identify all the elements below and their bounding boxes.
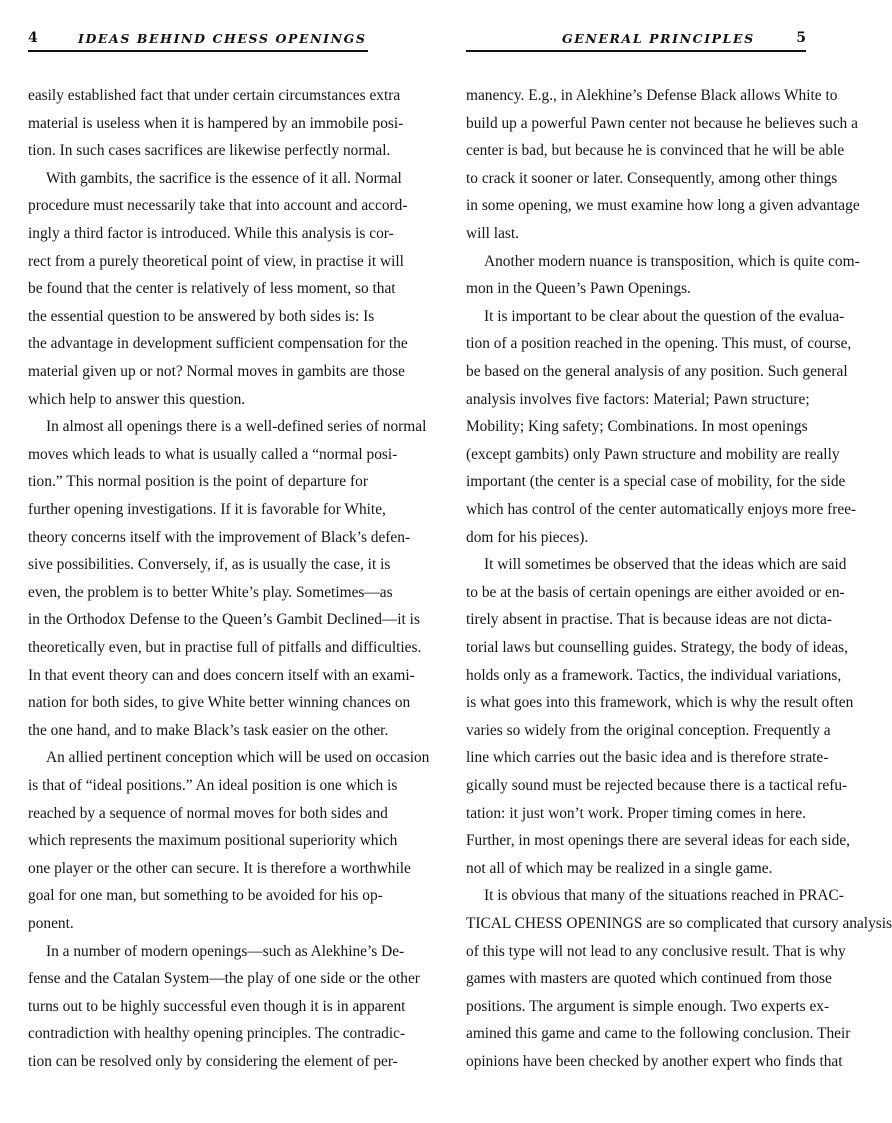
text-line: build up a powerful Pawn center not because he believes such a — [466, 114, 858, 132]
text-line: not all of which may be realized in a single game. — [466, 859, 773, 877]
text-line: In that event theory can and does concern itself with an exami- — [28, 666, 415, 684]
text-line: gically sound must be rejected because there is a tactical refu- — [466, 777, 848, 794]
text-line: even, the problem is to better White’s play. Sometimes—as — [28, 583, 393, 601]
text-line: goal for one man, but something to be avoided for his op- — [28, 887, 383, 905]
text-line: (except gambits) only Pawn structure and mobility are really — [466, 445, 840, 463]
text-line: tation: it just won’t work. Proper timing comes in here. — [466, 804, 806, 822]
text-line: which help to answer this question. — [28, 390, 246, 408]
text-line: further opening investigations. If it is favorable for White, — [28, 501, 386, 518]
text-line: which represents the maximum positional superiority which — [28, 832, 398, 850]
right-page-header — [466, 30, 806, 52]
text-line: material is useless when it is hampered by an immobile posi- — [28, 114, 404, 132]
text-line: opinions have been checked by another expert who finds that — [466, 1053, 843, 1070]
text-line: rect from a purely theoretical point of view, in practise it will — [28, 252, 404, 270]
text-line: to crack it sooner or later. Consequently, among other things — [466, 169, 838, 187]
text-line: In almost all openings there is a well-defined series of normal — [46, 418, 427, 436]
text-line: games with masters are quoted which continued from those — [466, 970, 832, 988]
text-line: TICAL CHESS OPENINGS are so complicated that cursory analysis — [466, 915, 892, 932]
text-line: line which carries out the basic idea and is therefore strate- — [466, 749, 829, 767]
running-head: GENERAL PRINCIPLES — [562, 31, 755, 46]
text-line: holds only as a framework. Tactics, the individual variations, — [466, 666, 842, 684]
text-line: of this type will not lead to any conclusive result. That is why — [466, 942, 846, 960]
text-line: With gambits, the sacrifice is the essence of it all. Normal — [46, 169, 402, 187]
text-line: theory concerns itself with the improvement of Black’s defen- — [28, 528, 411, 546]
text-line: An allied pertinent conception which will be used on occasion — [46, 749, 430, 767]
text-line: fense and the Catalan System—the play of one side or the other — [28, 970, 420, 988]
text-line: which has control of the center automatically enjoys more free- — [466, 501, 857, 518]
text-line: tion of a position reached in the opening. This must, of course, — [466, 335, 852, 353]
text-line: the essential question to be answered by both sides is: Is — [28, 307, 375, 325]
right-page — [466, 30, 892, 1070]
text-line: turns out to be highly successful even though it is in apparent — [28, 997, 406, 1015]
text-line: will last. — [466, 225, 520, 242]
left-page — [28, 30, 430, 1070]
text-line: ingly a third factor is introduced. While this analysis is cor- — [28, 225, 394, 242]
text-line: Further, in most openings there are several ideas for each side, — [466, 832, 851, 850]
text-line: tion. In such cases sacrifices are likewise perfectly normal. — [28, 142, 391, 160]
text-line: the one hand, and to make Black’s task easier on the other. — [28, 721, 389, 739]
page-number: 4 — [28, 30, 38, 46]
text-line: tirely absent in practise. That is because ideas are not dicta- — [466, 611, 832, 629]
text-line: moves which leads to what is usually called a “normal posi- — [28, 445, 398, 463]
text-line: varies so widely from the original conception. Frequently a — [466, 721, 831, 739]
text-line: ponent. — [28, 915, 74, 932]
text-line: is that of “ideal positions.” An ideal position is one which is — [28, 777, 398, 794]
text-line: center is bad, but because he is convinced that he will be able — [466, 142, 845, 160]
text-line: procedure must necessarily take that into account and accord- — [28, 197, 408, 215]
text-line: reached by a sequence of normal moves for both sides and — [28, 804, 388, 822]
text-line: theoretically even, but in practise full of pitfalls and difficulties. — [28, 639, 422, 656]
text-line: contradiction with healthy opening principles. The contradic- — [28, 1025, 406, 1043]
text-line: analysis involves five factors: Material; Pawn structure; — [466, 390, 810, 408]
text-line: is what goes into this framework, which is why the result often — [466, 694, 854, 712]
text-line: to be at the basis of certain openings are either avoided or en- — [466, 583, 845, 601]
running-head: IDEAS BEHIND CHESS OPENINGS — [78, 31, 367, 46]
text-line: be found that the center is relatively of less moment, so that — [28, 280, 396, 298]
text-line: sive possibilities. Conversely, if, as is usually the case, it is — [28, 556, 391, 574]
text-line: It will sometimes be observed that the ideas which are said — [484, 556, 847, 574]
text-line: Another modern nuance is transposition, which is quite com- — [484, 252, 860, 270]
left-page-header — [28, 30, 368, 52]
text-line: amined this game and came to the following conclusion. Their — [466, 1025, 851, 1043]
text-line: In a number of modern openings—such as Alekhine’s De- — [46, 942, 405, 960]
text-line: in the Orthodox Defense to the Queen’s Gambit Declined—it is — [28, 611, 420, 629]
text-line: mon in the Queen’s Pawn Openings. — [466, 280, 691, 298]
text-line: tion.” This normal position is the point of departure for — [28, 473, 368, 491]
text-line: material given up or not? Normal moves in gambits are those — [28, 363, 405, 380]
text-line: Mobility; King safety; Combinations. In most openings — [466, 418, 808, 436]
text-line: in some opening, we must examine how long a given advantage — [466, 197, 860, 215]
text-line: torial laws but counselling guides. Strategy, the body of ideas, — [466, 639, 848, 656]
text-line: It is important to be clear about the question of the evalua- — [484, 307, 845, 325]
text-line: one player or the other can secure. It is therefore a worthwhile — [28, 859, 411, 877]
text-line: the advantage in development sufficient compensation for the — [28, 335, 408, 353]
text-line: easily established fact that under certain circumstances extra — [28, 87, 401, 104]
text-line: It is obvious that many of the situations reached in PRAC- — [484, 887, 844, 905]
text-line: manency. E.g., in Alekhine’s Defense Black allows White to — [466, 87, 838, 104]
text-line: positions. The argument is simple enough. Two experts ex- — [466, 997, 830, 1015]
text-line: be based on the general analysis of any position. Such general — [466, 363, 848, 380]
text-line: important (the center is a special case of mobility, for the side — [466, 473, 846, 491]
page-number: 5 — [796, 30, 806, 46]
text-line: tion can be resolved only by considering the element of per- — [28, 1053, 398, 1070]
text-line: nation for both sides, to give White better winning chances on — [28, 694, 411, 712]
text-line: dom for his pieces). — [466, 528, 589, 546]
